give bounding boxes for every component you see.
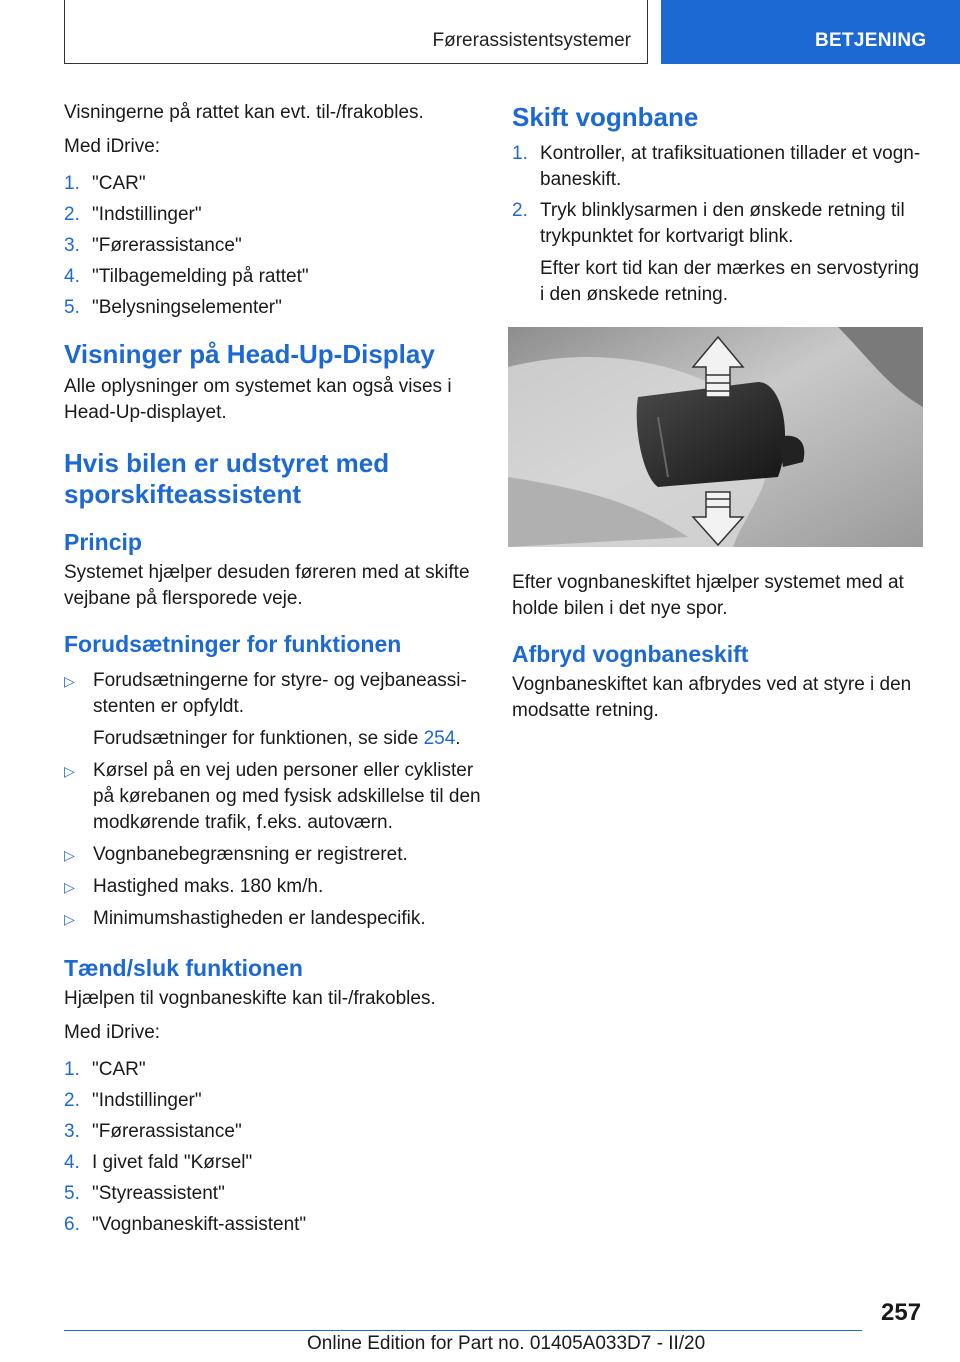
turn-signal-lever-illustration xyxy=(508,327,923,547)
idrive-label: Med iDrive: xyxy=(64,136,161,157)
intro-text: Visningerne på rattet kan evt. til-/frakobles. xyxy=(64,102,424,123)
list-item xyxy=(64,1057,484,1083)
on-off-text: Hjælpen til vognbaneskifte kan til-/frakobles. xyxy=(64,988,436,1009)
subtext-suffix: . xyxy=(455,728,461,749)
idrive-label-2: Med iDrive: xyxy=(64,1022,161,1043)
list-number: 1. xyxy=(512,143,528,164)
cancel-text: Vognbaneskiftet kan afbrydes ved at styre i den modsatte retning. xyxy=(512,674,912,721)
header-section-title: Førerassistentsystemer xyxy=(432,30,631,51)
heading-on-off: Tænd/sluk funktionen xyxy=(64,955,303,981)
list-subtext xyxy=(93,726,484,752)
list-subtext: Efter kort tid kan der mærkes en servostyring i den ønskede retning. xyxy=(540,258,920,305)
list-text: "CAR" xyxy=(92,173,146,194)
list-text: Kontroller, at trafiksituationen tillader et vognbaneskift. xyxy=(540,143,921,190)
list-number: 5. xyxy=(64,1183,80,1204)
list-number: 2. xyxy=(512,200,528,221)
right-column xyxy=(512,100,927,724)
list-text: "Belysningselementer" xyxy=(92,297,282,318)
list-number: 4. xyxy=(64,1152,80,1173)
list-text: Kørsel på en vej uden personer eller cyklister på kørebanen og med fysisk adskillelse til den modkørende trafik, f.eks. autoværn. xyxy=(93,760,481,833)
list-text: "Indstillinger" xyxy=(92,204,202,225)
triangle-bullet-icon: ▷ xyxy=(64,911,75,927)
list-text: Minimumshastigheden er landespecifik. xyxy=(93,908,426,929)
list-item xyxy=(64,202,484,228)
list-item xyxy=(64,1088,484,1114)
header-chapter-tab xyxy=(661,0,960,64)
list-number: 3. xyxy=(64,1121,80,1142)
list-text: Tryk blinklysarmen i den ønskede retning til trykpunktet for kortvarigt blink. xyxy=(540,200,905,247)
hud-text: Alle oplysninger om systemet kan også vises i Head-Up-displayet. xyxy=(64,376,452,423)
heading-cancel-lane-change: Afbryd vognbaneskift xyxy=(512,641,749,667)
list-text: Forudsætningerne for styre- og vejbaneassistenten er opfyldt. xyxy=(93,670,467,717)
list-item xyxy=(64,1212,484,1238)
list-number: 6. xyxy=(64,1214,80,1235)
heading-prerequisites: Forudsætninger for funktionen xyxy=(64,631,402,657)
list-text: I givet fald "Kørsel" xyxy=(92,1152,253,1173)
list-item xyxy=(64,264,484,290)
page-number: 257 xyxy=(881,1299,922,1326)
list-text: "Indstillinger" xyxy=(92,1090,202,1111)
list-item xyxy=(512,141,927,193)
list-item xyxy=(64,668,484,752)
triangle-bullet-icon: ▷ xyxy=(64,763,75,779)
list-text: "Styreassistent" xyxy=(92,1183,225,1204)
heading-hud: Visninger på Head-Up-Display xyxy=(64,339,435,369)
heading-equipped: Hvis bilen er udstyret med sporskifteassistent xyxy=(64,448,390,509)
list-item xyxy=(64,906,484,932)
header-section-box xyxy=(64,0,648,64)
list-item xyxy=(64,842,484,868)
list-item xyxy=(64,1181,484,1207)
left-column xyxy=(64,100,484,1243)
list-text: Hastighed maks. 180 km/h. xyxy=(93,876,324,897)
principle-text: Systemet hjælper desuden føreren med at skifte vejbane på flersporede veje. xyxy=(64,562,470,609)
prerequisites-list xyxy=(64,668,484,932)
subtext-prefix: Forudsætninger for funktionen, se side xyxy=(93,728,424,749)
footer-edition: Online Edition for Part no. 01405A033D7 - II/20 xyxy=(307,1333,706,1354)
page-reference-link[interactable]: 254 xyxy=(423,728,456,749)
list-text: "CAR" xyxy=(92,1059,146,1080)
list-text: "Førerassistance" xyxy=(92,235,242,256)
list-number: 2. xyxy=(64,1090,80,1111)
list-item xyxy=(64,233,484,259)
list-text: Vognbanebegrænsning er registreret. xyxy=(93,844,408,865)
steps-list-display xyxy=(64,171,484,321)
list-item xyxy=(64,1119,484,1145)
list-number: 1. xyxy=(64,173,80,194)
list-number: 2. xyxy=(64,204,80,225)
triangle-bullet-icon: ▷ xyxy=(64,847,75,863)
after-lane-change-text: Efter vognbaneskiftet hjælper systemet med at holde bilen i det nye spor. xyxy=(512,572,904,619)
list-text: "Tilbagemelding på rattet" xyxy=(92,266,309,287)
list-number: 5. xyxy=(64,297,80,318)
list-item xyxy=(64,295,484,321)
steps-list-lane-assist xyxy=(64,1057,484,1238)
triangle-bullet-icon: ▷ xyxy=(64,673,75,689)
list-item xyxy=(64,1150,484,1176)
heading-principle: Princip xyxy=(64,529,142,555)
list-number: 4. xyxy=(64,266,80,287)
list-item xyxy=(64,874,484,900)
list-text: "Førerassistance" xyxy=(92,1121,242,1142)
footer-divider xyxy=(64,1330,862,1331)
list-text: "Vognbaneskift-assistent" xyxy=(92,1214,307,1235)
list-number: 1. xyxy=(64,1059,80,1080)
list-item xyxy=(512,198,927,308)
list-item xyxy=(64,171,484,197)
triangle-bullet-icon: ▷ xyxy=(64,879,75,895)
list-number: 3. xyxy=(64,235,80,256)
heading-lane-change: Skift vognbane xyxy=(512,102,699,132)
header-chapter-title: BETJENING xyxy=(815,30,927,51)
list-item xyxy=(64,758,484,836)
lane-change-steps xyxy=(512,141,927,308)
